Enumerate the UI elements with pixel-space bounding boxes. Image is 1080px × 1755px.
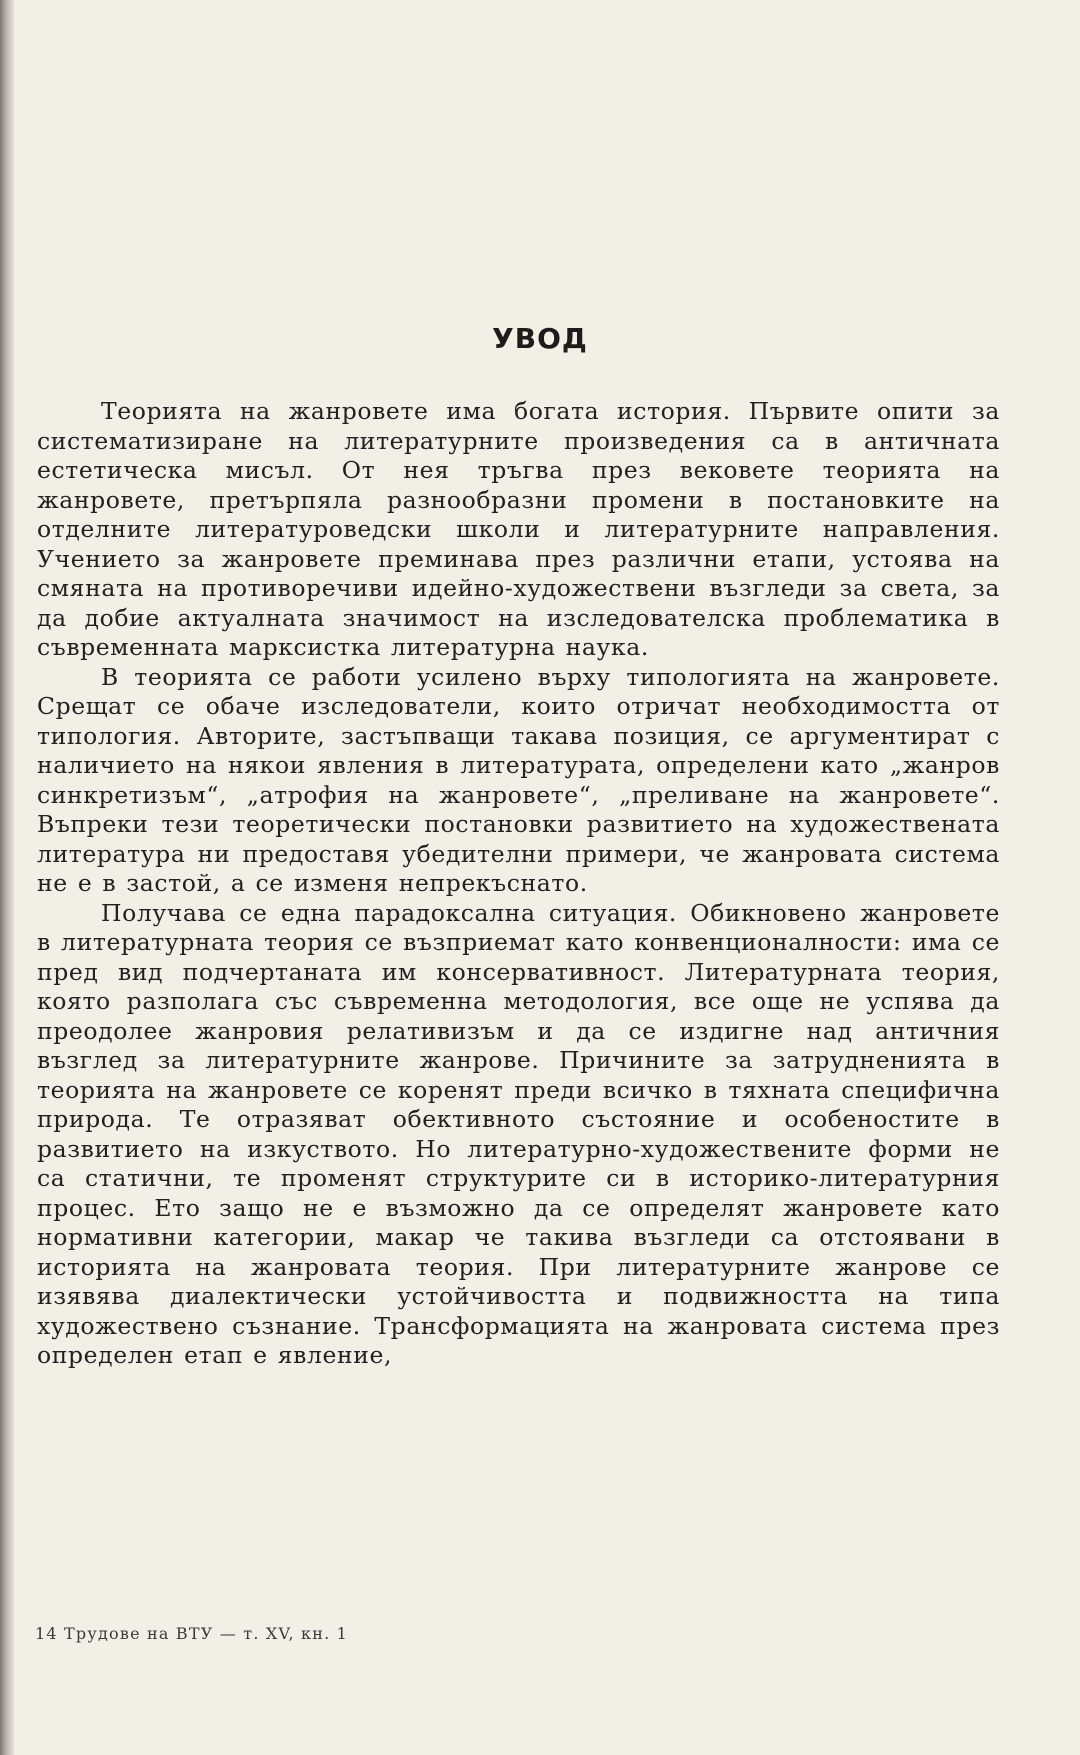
paragraph-1: Теорията на жанровете има богата история. Първите опити за систематизиране на литературните произведения са в античната естетическа мисъл. От нея тръгва през вековете теорията на жанровете, претърпяла разнообразни промени в постановките на отделните литературоведски школи и литературните направления. Учението за жанровете преминава през различни етапи, устоява на смяната на противоречиви идейно-художествени възгледи за света, за да добие актуалната значимост на изследователска проблематика в съвременната марксистка литературна наука. — [37, 397, 1000, 661]
page-title: УВОД — [492, 322, 588, 355]
body-text — [37, 397, 1000, 1371]
page-footer: 14 Трудове на ВТУ — т. XV, кн. 1 — [35, 1624, 349, 1643]
paragraph-3: Получава се една парадоксална ситуация. Обикновено жанровете в литературната теория се възприемат като конвенционалности: има се пред вид подчертаната им консервативност. Литературната теория, която разполага със съвременна методология, все още не успява да преодолее жанровия релативизъм и да се издигне над античния възглед за литературните жанрове. Причините за затрудненията в теорията на жанровете се коренят преди всичко в тяхната специфична природа. Те отразяват обективното състояние и особеностите в развитието на изкуството. Но литературно-художествените форми не са статични, те променят структурите си в историко-литературния процес. Ето защо не е възможно да се определят жанровете като нормативни категории, макар че такива възгледи са отстоявани в историята на жанровата теория. При литературните жанрове се изявява диалектически устойчивостта и подвижността на типа художествено съзнание. Трансформацията на жанровата система през определен етап е явление, — [37, 898, 1000, 1369]
binding-shadow — [0, 0, 14, 1755]
paragraph-2: В теорията се работи усилено върху типологията на жанровете. Срещат се обаче изследователи, които отричат необходимостта от типология. Авторите, застъпващи такава позиция, се аргументират с наличието на някои явления в литературата, определени като „жанров синкретизъм“, „атрофия на жанровете“, „преливане на жанровете“. Въпреки тези теоретически постановки развитието на художествената литература ни предоставя убедителни примери, че жанровата система не е в застой, а се изменя непрекъснато. — [37, 662, 1000, 897]
